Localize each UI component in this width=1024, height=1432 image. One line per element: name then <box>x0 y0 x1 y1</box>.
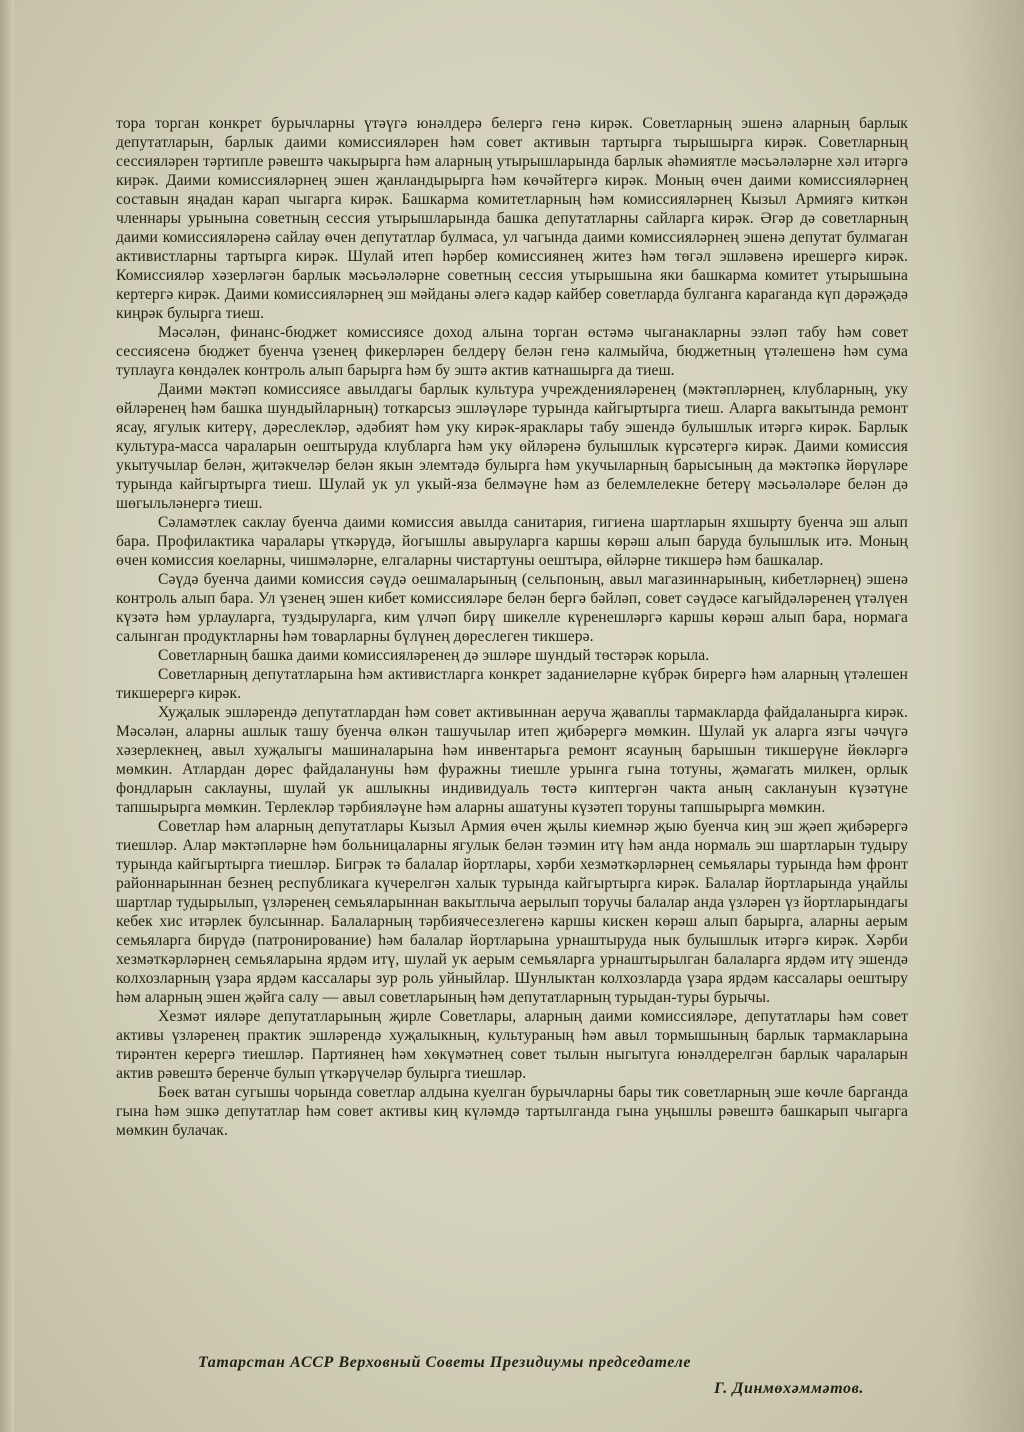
paragraph-6: Советларның башка даими комиссияләренең дә эшләре шундый төстәрәк корыла. <box>158 647 710 664</box>
paragraph-11: Бөек ватан сугышы чорында советлар алдына куелган бурычларны бары тик советларның эше көчле барганда гына һәм эшкә депутатлар һәм совет активы киң күләмдә тартылганда гына уңышлы рәвештә башкарып чыгарга мөмкин булачак. <box>116 1084 908 1139</box>
paragraph-4: Сәламәтлек саклау буенча даими комиссия авылда санитария, гигиена шартларын яхшырту буенча эш алып бара. Профилактика чаралары үткәрүдә, йогышлы авыруларга каршы көрәш алып баруда булышлык итә. Моның өчен комиссия коеларны, чишмәләрне, елгаларны чистартуны оештыра, өйләрне тикшерә һәм башкалар. <box>116 514 908 569</box>
paragraph-5: Сәүдә буенча даими комиссия сәүдә оешмаларының (сельпоның, авыл магазиннарының, кибетләрнең) эшенә контроль алып бара. Ул үзенең эшен кибет комиссияләре белән бергә бәйләп, совет сәүдәсе кагыйдәләренең үтәлүен күзәтә һәм урлауларга, туздыруларга, ким үлчәп бирү шикелле күренешләргә каршы көрәш алып бара, нормага салынган продуктларны һәм товарларны бүлүнең дөреслеген тикшерә. <box>116 571 908 645</box>
text-column <box>116 114 908 1140</box>
paragraph-1: тора торган конкрет бурычларны үтәүгә юнәлдерә белергә генә кирәк. Советларның эшенә аларның барлык депутатларын, барлык даими комиссияләрен һәм совет активын тартырга тырышырга кирәк. Советларның сессияләрен тәртипле рәвештә чакырырга һәм аларның утырышларында барлык әһәмиятле мәсьәләләрне хәл итәргә кирәк. Даими комиссияләрнең эшен җанландырырга һәм көчәйтергә кирәк. Моның өчен даими комиссияләрнең составын яңадан карап чыгарга кирәк. Башкарма комитетларның һәм комиссияләрнең Кызыл Армиягә киткән членнары урынына советның сессия утырышларында башка депутатларны сайларга кирәк. Әгәр дә советларның даими комиссияләренә сайлау өчен депутатлар булмаса, ул чагында даими комиссияләрнең эшенә депутат булмаган активистларны тартырга кирәк. Шулай итеп һәрбер комиссиянең житез һәм төгәл эшләвенә ирешергә кирәк. Комиссияләр хәзерләгән барлык мәсьәләләрне советның сессия утырышына яки башкарма комитет утырышына кертергә кирәк. Даими комиссияләрнең эш мәйданы әлегә кадәр кайбер советларда булганга караганда күп дәрәҗәдә киңрәк булырга тиеш. <box>116 115 908 322</box>
signature-name: Г. Динмөхәммәтов. <box>714 1380 864 1397</box>
paragraph-8: Хуҗалык эшләрендә депутатлардан һәм совет активыннан аеруча җаваплы тармакларда файдаланырга кирәк. Мәсәлән, аларны ашлык ташу буенча өлкән ташучылар итеп җибәрергә мөмкин. Шулай ук аларга язгы чәчүгә хәзерлекнең, авыл хуҗалыгы машиналарына һәм инвентарьга ремонт ясауның барышын тикшерүне йөкләргә мөмкин. Атлардан дөрес файдалануны һәм фуражны тиешле урынга гына тотуны, җәмагать милкен, орлык фондларын саклауны, шулай ук ашлыкны индивидуаль төстә киптергән чакта аның саклануын күзәтүне тапшырырга мөмкин. Терлекләр тәрбияләүне һәм аларны ашатуны күзәтеп торуны тапшырырга мөмкин. <box>116 704 908 816</box>
paragraph-3: Даими мәктәп комиссиясе авылдагы барлык культура учрежденияләренең (мәктәпләрнең, клубларның, уку өйләренең һәм башка шундыйларның) тоткарсыз эшләүләре турында кайгыртырга тиеш. Аларга вакытында ремонт ясау, ягулык китерү, дәреслекләр, әдәбият һәм уку кирәк-яраклары табу эшендә булышлык итәргә кирәк. Барлык культура-масса чараларын оештыруда клубларга һәм уку өйләренә булышлык күрсәтергә кирәк. Даими комиссия укытучылар белән, җитәкчеләр белән якын элемтәдә булырга һәм укучыларның барысының да мәктәпкә йөрүләре турында кайгыртырга тиеш. Шулай ук ул укый-яза белмәүне һәм аз белемлелекне бетерү мәсьәләләре белән дә шөгыльләнергә тиеш. <box>116 381 908 512</box>
paragraph-7: Советларның депутатларына һәм активистларга конкрет заданиеләрне күбрәк бирергә һәм аларның үтәлешен тикшерергә кирәк. <box>116 666 908 702</box>
paragraph-2: Мәсәлән, финанс-бюджет комиссиясе доход алына торган өстәмә чыганакларны эзләп табу һәм совет сессиясенә бюджет буенча үзенең фикерләрен белдерү белән генә калмыйча, бюджетның үтәлешенә һәм сума туплауга көндәлек контроль алып барырга һәм бу эштә актив катнашырга да тиеш. <box>116 324 908 379</box>
signature-block <box>116 1350 908 1402</box>
signature-title: Татарстан АССР Верховный Советы Президиумы председателе <box>198 1354 692 1371</box>
paragraph-9: Советлар һәм аларның депутатлары Кызыл Армия өчен җылы киемнәр җыю буенча киң эш җәеп җибәрергә тиешләр. Алар мәктәпләрне һәм больницаларны ягулык белән тәэмин итү һәм анда нормаль эш шартларын тудыру турында кайгыртырга тиешләр. Бигрәк тә балалар йортлары, хәрби хезмәткәрләрнең семьялары турында һәм фронт районнарыннан безнең республикага күчерелгән халык турында кайгыртырга кирәк. Балалар йортларында уңайлы шартлар тудырылып, үзләренең семьяларыннан вакытлыча аерылып торучы балалар анда үзләрен үз йортларындагы кебек хис итәрлек булсыннар. Балаларның тәрбиячесезлегенә каршы кискен көрәш алып барырга, аларны аерым семьяларга бирүдә (патронирование) һәм балалар йортларына урнаштыруда нык булышлык итәргә кирәк. Хәрби хезмәткәрләрнең семьяларына ярдәм итү, шулай ук аерым семьяларга урнаштырылган балаларга ярдәм итү эшендә колхозларның үзара ярдәм кассалары зур роль уйныйлар. Шунлыктан колхозларда үзара ярдәм кассалары оештыру һәм аларның эшен җәйга салу — авыл советларының һәм депутатларның турыдан-туры бурычы. <box>116 818 908 1006</box>
page-edge-left <box>0 0 14 1432</box>
page-edge-right <box>954 0 1024 1432</box>
paragraph-10: Хезмәт ияләре депутатларының җирле Советлары, аларның даими комиссияләре, депутатлары һәм совет активы үзләренең практик эшләрендә хуҗалыкның, культураның һәм авыл тормышының барлык тармакларына тирәнтен керергә тиешләр. Партиянең һәм хөкүмәтнең совет тылын ныгытуга юнәлдерелгән барлык чараларын актив рәвештә беренче булып үткәрүчеләр булырга тиешләр. <box>116 1008 908 1082</box>
